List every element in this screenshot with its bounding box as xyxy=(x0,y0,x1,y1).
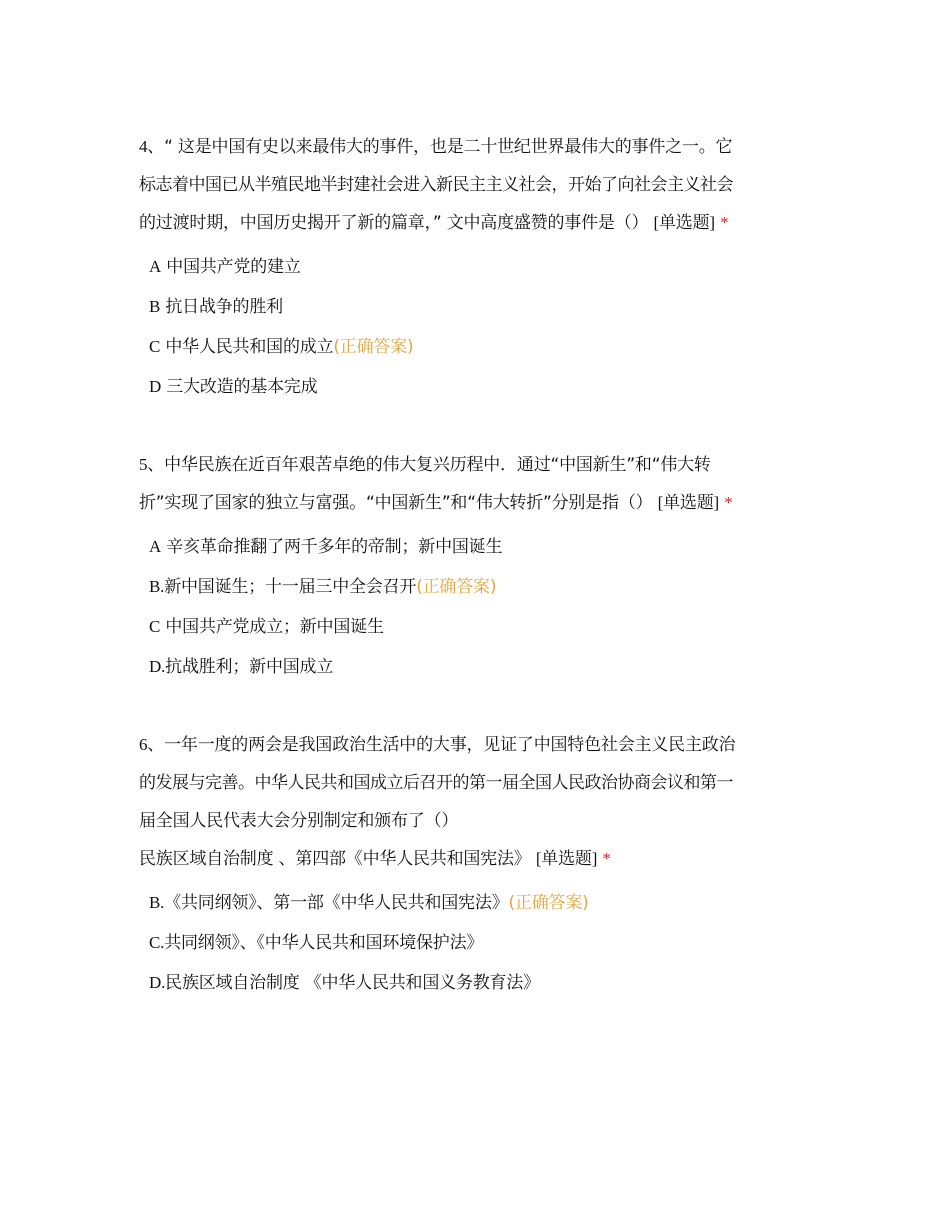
option-c[interactable]: C.共同纲领》、《中华人民共和国环境保护法》 xyxy=(149,933,484,953)
option-list xyxy=(139,892,829,1012)
question-text-line: 民族区域自治制度 、第四部《中华人民共和国宪法》 [单选题] * xyxy=(139,849,611,869)
question-text-line: 届全国人民代表大会分别制定和颁布了（） xyxy=(139,811,459,831)
option-list xyxy=(139,256,829,416)
option-b[interactable]: B.新中国诞生；十一届三中全会召开(正确答案) xyxy=(149,577,497,597)
question-number: 5、 xyxy=(139,455,165,474)
option-b[interactable]: B.《共同纲领》、第一部《中华人民共和国宪法》(正确答案) xyxy=(149,893,589,913)
correct-answer-tag: (正确答案) xyxy=(508,893,589,913)
required-mark: * xyxy=(602,849,611,868)
question-5 xyxy=(139,454,829,696)
question-number: 4、 xyxy=(139,137,165,156)
question-text-line: 的过渡时期，中国历史揭开了新的篇章，” 文中高度盛赞的事件是（） [单选题] * xyxy=(139,213,729,233)
question-type-label: [单选题] xyxy=(657,493,719,512)
option-d[interactable]: D 三大改造的基本完成 xyxy=(149,377,318,397)
question-text-line: 的发展与完善。中华人民共和国成立后召开的第一届全国人民政治协商会议和第一 xyxy=(139,773,733,793)
question-text-line: 标志着中国已从半殖民地半封建社会进入新民主主义社会，开始了向社会主义社会 xyxy=(139,175,733,195)
option-b[interactable]: B 抗日战争的胜利 xyxy=(149,297,283,317)
question-text-line: 4、“ 这是中国有史以来最伟大的事件，也是二十世纪世界最伟大的事件之一。它 xyxy=(139,137,733,157)
option-c[interactable]: C 中国共产党成立；新中国诞生 xyxy=(149,617,384,637)
question-4 xyxy=(139,136,829,416)
option-d[interactable]: D.抗战胜利；新中国成立 xyxy=(149,657,334,677)
required-mark: * xyxy=(724,493,733,512)
question-type-label: [单选题] xyxy=(535,849,598,868)
option-c[interactable]: C 中华人民共和国的成立(正确答案) xyxy=(149,337,414,357)
correct-answer-tag: (正确答案) xyxy=(333,337,414,357)
question-text-line: 折”实现了国家的独立与富强。“中国新生”和“伟大转折”分别是指（） [单选题] * xyxy=(139,493,733,513)
required-mark: * xyxy=(720,213,729,232)
option-d[interactable]: D.民族区域自治制度 《中华人民共和国义务教育法》 xyxy=(149,973,540,993)
option-list xyxy=(139,536,829,696)
question-text-line: 5、中华民族在近百年艰苦卓绝的伟大复兴历程中．通过“中国新生”和“伟大转 xyxy=(139,455,711,475)
option-a[interactable]: A 中国共产党的建立 xyxy=(149,257,301,277)
option-a[interactable]: A 辛亥革命推翻了两千多年的帝制；新中国诞生 xyxy=(149,537,503,557)
question-type-label: [单选题] xyxy=(653,213,715,232)
question-6 xyxy=(139,734,829,1012)
question-number: 6、 xyxy=(139,735,165,754)
correct-answer-tag: (正确答案) xyxy=(416,577,497,597)
question-text-line: 6、一年一度的两会是我国政治生活中的大事，见证了中国特色社会主义民主政治 xyxy=(139,735,736,755)
